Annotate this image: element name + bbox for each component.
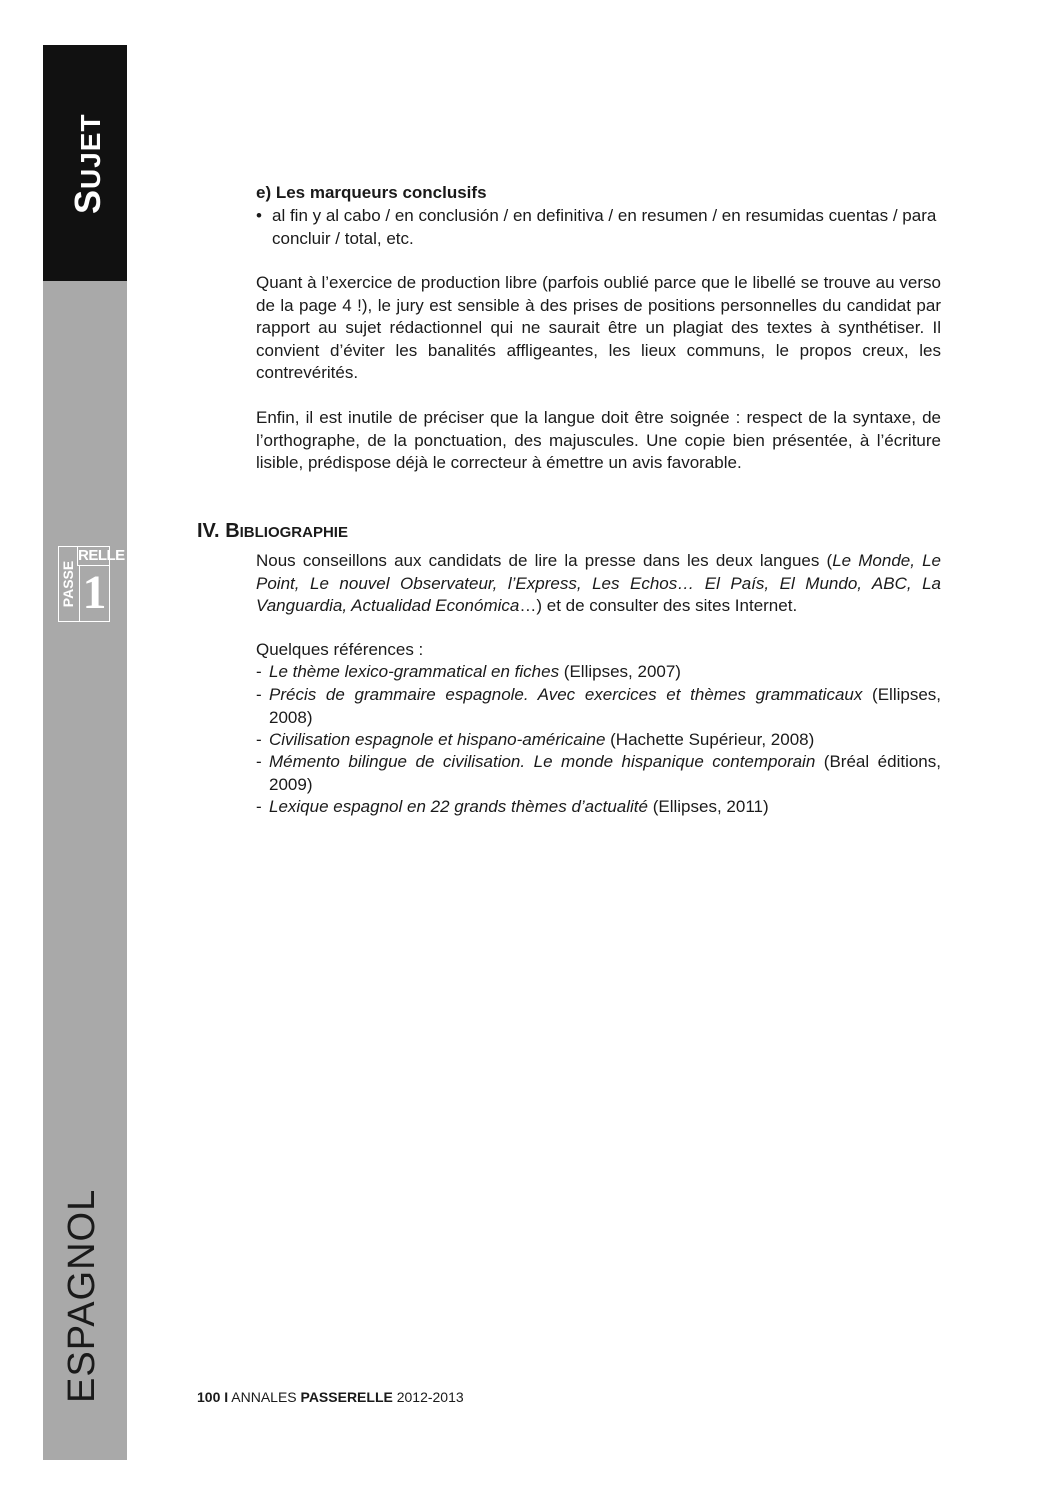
- list-item: - Précis de grammaire espagnole. Avec exercices et thèmes grammaticaux (Ellipses, 2008): [256, 685, 942, 727]
- logo-number: 1: [79, 565, 109, 621]
- section-label: SUJET: [67, 113, 108, 214]
- list-item: - Civilisation espagnole et hispano-américaine (Hachette Supérieur, 2008): [256, 730, 815, 749]
- references-label: Quelques références :: [256, 640, 424, 659]
- page-number: 100: [197, 1389, 221, 1405]
- logo-top-text: RELLE: [78, 547, 125, 564]
- subject-label: ESPAGNOL: [61, 1188, 103, 1403]
- paragraph-production-libre: Quant à l’exercice de production libre (parfois oublié parce que le libellé se trouve au verso de la page 4 !), le jury est sensible à des prises de positions personnelles du candidat par rapport au sujet rédactionnel qui ne saurait être un plagiat des textes à synthétiser. Il convient d’éviter les banalités affligeantes, les lieux communs, le propos creux, les contrevérités.: [256, 273, 941, 382]
- bibliography-heading: IV. BIBLIOGRAPHIE: [197, 520, 348, 542]
- passerelle-logo: [58, 546, 125, 622]
- list-item: - Lexique espagnol en 22 grands thèmes d’actualité (Ellipses, 2011): [256, 797, 769, 816]
- paragraph-langue: Enfin, il est inutile de préciser que la langue doit être soignée : respect de la syntaxe, de l’orthographe, de la ponctuation, des majuscules. Une copie bien présentée, à l’écriture lisible, prédispose déjà le correcteur à émettre un avis favorable.: [256, 408, 941, 472]
- page-footer: 100 I ANNALES PASSERELLE 2012-2013: [197, 1389, 464, 1405]
- list-item: - Le thème lexico-grammatical en fiches (Ellipses, 2007): [256, 662, 681, 681]
- section-e-heading: e) Les marqueurs conclusifs: [256, 183, 487, 202]
- list-item: • al fin y al cabo / en conclusión / en definitiva / en resumen / en resumidas cuentas / para concluir / total, etc.: [256, 206, 937, 248]
- logo-side-text: PASSE: [60, 560, 76, 608]
- list-item: - Mémento bilingue de civilisation. Le monde hispanique contemporain (Bréal éditions, 2009): [256, 752, 941, 794]
- bibliography-intro: Nous conseillons aux candidats de lire la presse dans les deux langues (Le Monde, Le Point, Le nouvel Observateur, l’Express, Les Echos… El País, El Mundo, ABC, La Vanguardia, Actualidad Económica…) et de consulter des sites Internet.: [256, 551, 942, 615]
